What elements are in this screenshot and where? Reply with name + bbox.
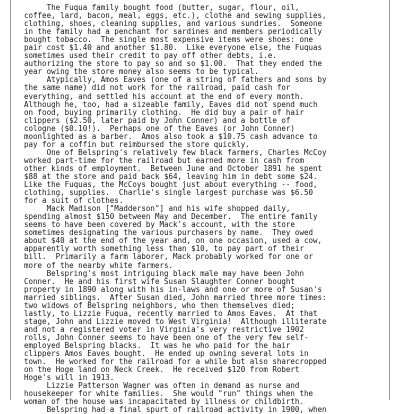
document-line: employed Belspring blacks. It was he who paid for the hair bbox=[24, 340, 291, 350]
document-line: on the Hoge land on Neck Creek. He received $120 from Robert bbox=[24, 365, 300, 375]
document-line: One of Belspring's relatively few black farmers, Charles McCoy bbox=[24, 147, 327, 157]
document-line: stage, John and Lizzie moved to West Virginia! Although illiterate bbox=[24, 316, 327, 326]
document-line: town. He worked for the railroad for a while but also sharecropped bbox=[24, 357, 327, 367]
document-body-text bbox=[24, 4, 380, 414]
document-line: everything, and settled his account at the end of every month. bbox=[24, 91, 304, 101]
document-line: property in 1890 along with his in-laws and one or more of Susan's bbox=[24, 284, 323, 294]
document-line: lastly, to Lizzie Fuqua, recently married to Amos Eaves. At that bbox=[24, 308, 318, 318]
document-line: Mack Madison ["Madderson"] and his wife shopped daily, bbox=[24, 204, 291, 214]
document-line: moonlighted as a barber. Amos also took a $10.75 cash advance to bbox=[24, 131, 318, 141]
document-line: woman of the house was incapacitated by illness or childbirth. bbox=[24, 397, 304, 407]
document-line: pair cost $1.40 and another $1.80. Like everyone else, the Fuquas bbox=[24, 43, 323, 53]
document-line: for a suit of clothes. bbox=[24, 196, 124, 206]
document-line: Although he, too, had a sizeable family, Eaves did not spend much bbox=[24, 99, 318, 109]
document-line: two widows of Belspring neighbors, who then themselves died; bbox=[24, 300, 295, 310]
document-line: cologne ($0.10!). Perhaps one of the Eaves (or John Conner) bbox=[24, 123, 295, 133]
document-line: clippers Amos Eaves bought. He ended up owning several lots in bbox=[24, 349, 309, 359]
document-line: the same name) did not work for the railroad, paid cash for bbox=[24, 83, 291, 93]
document-line: Atypically, Amos Eaves (one of a string of fathers and sons by bbox=[24, 75, 327, 85]
document-line: bill. Primarily a farm laborer, Mack probably worked for one or bbox=[24, 252, 313, 262]
document-line: year owing the store money also seems to be typical. bbox=[24, 67, 259, 77]
document-line: spending almost $150 between May and December. The entire family bbox=[24, 212, 318, 222]
document-line: The Fuqua family bought food (butter, sugar, flour, oil, bbox=[24, 3, 300, 12]
document-line: about $40 at the end of the year and, on one occasion, used a cow, bbox=[24, 236, 323, 246]
document-line: Like the Fuquas, the McCoys bought just about everything -- food, bbox=[24, 180, 318, 190]
document-line: in the family had a penchant for sardines and members periodically bbox=[24, 27, 323, 37]
document-line: Belspring's most intriguing black male may have been John bbox=[24, 268, 304, 278]
document-line: authorizing the store to pay so and so $1.00. That they ended the bbox=[24, 59, 323, 69]
document-line: sometimes designating the various purchasers by name. They owed bbox=[24, 228, 313, 238]
document-page bbox=[10, 0, 390, 414]
document-line: coffee, lard, bacon, meal, eggs, etc.), clothe and sewing supplies, bbox=[24, 11, 327, 21]
document-line: housekeeper for white families. She would "run" things when the bbox=[24, 389, 313, 399]
document-line: other kinds of employment. Between June and October 1891 he spent bbox=[24, 163, 323, 173]
document-line: clippers ($2.50, later paid by John Conner) and a bottle of bbox=[24, 115, 291, 125]
document-line: seems to have been covered by Mack's account, with the store bbox=[24, 220, 295, 230]
document-line: bought tobacco. The single most expensive items were shoes: one bbox=[24, 35, 313, 45]
document-line: pay for a coffin but reimbursed the store quickly. bbox=[24, 139, 250, 149]
document-line: Belspring had a final spurt of railroad activity in 1900, when bbox=[24, 405, 327, 414]
document-line: clothing, shoes, cleaning supplies, and various sundries. Someone bbox=[24, 19, 323, 29]
document-line: Conner. He and his first wife Susan Slaughter Conner bought bbox=[24, 276, 295, 286]
document-line: sometimes used their credit to pay off other debts, i.e. bbox=[24, 51, 277, 61]
document-line: on food, buying primarily clothing. He did buy a pair of hair bbox=[24, 107, 304, 117]
document-line: clothing, supplies. Charlie's single largest purchase was $6.50 bbox=[24, 188, 313, 198]
document-line: $88 at the store and paid back $64, leaving him in debt some $24. bbox=[24, 171, 318, 181]
document-line: Lizzie Patterson Wagner was often in demand as nurse and bbox=[24, 381, 300, 391]
document-line: worked part-time for the railroad but earned more in cash from bbox=[24, 155, 304, 165]
document-line: more of the nearby white farmers. bbox=[24, 260, 174, 270]
document-line: apparently worth something less than $10, to pay part of their bbox=[24, 244, 304, 254]
document-line: married siblings. After Susan died, John married three more times: bbox=[24, 292, 327, 302]
document-line: and not a registered voter in Virginia's very restrictive 1902 bbox=[24, 324, 304, 334]
document-line: Hoge's will in 1913. bbox=[24, 373, 115, 383]
document-line: rolls, John Conner seems to have been one of the very few self- bbox=[24, 332, 309, 342]
